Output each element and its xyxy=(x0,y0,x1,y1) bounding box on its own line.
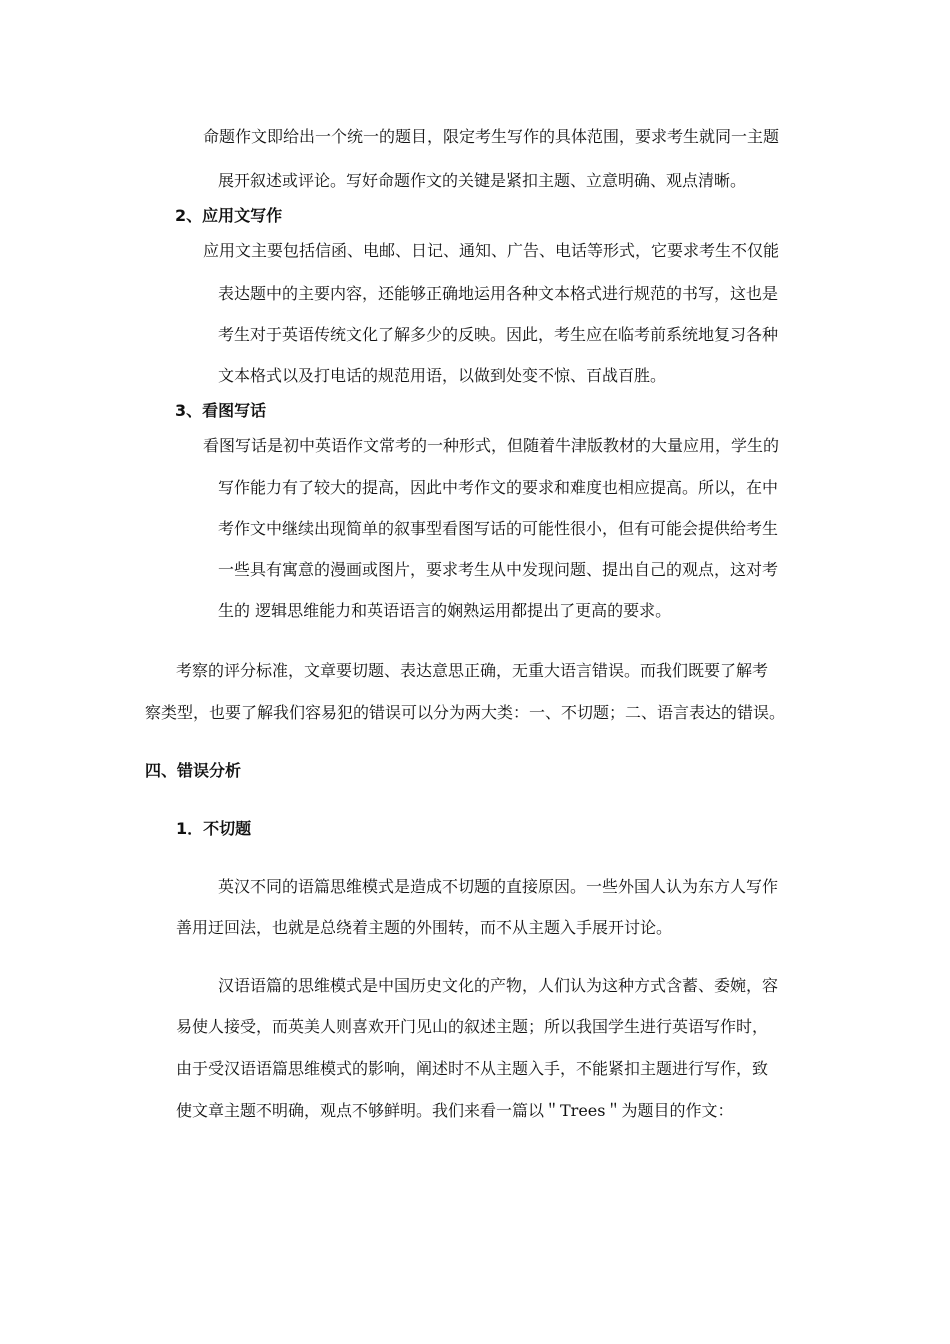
paragraph-line: 察类型，也要了解我们容易犯的错误可以分为两大类：一、不切题；二、语言表达的错误。 xyxy=(145,703,786,722)
section-heading: 3、看图写话 xyxy=(175,401,267,420)
paragraph-line: 文本格式以及打电话的规范用语，以做到处变不惊、百战百胜。 xyxy=(218,366,667,385)
paragraph-line: 考生对于英语传统文化了解多少的反映。因此，考生应在临考前系统地复习各种 xyxy=(218,325,779,344)
paragraph-line: 一些具有寓意的漫画或图片，要求考生从中发现问题、提出自己的观点，这对考 xyxy=(218,560,779,579)
paragraph-line: 生的 逻辑思维能力和英语语言的娴熟运用都提出了更高的要求。 xyxy=(218,601,672,620)
subsection-heading: 1．不切题 xyxy=(176,819,252,838)
paragraph-line: 看图写话是初中英语作文常考的一种形式，但随着牛津版教材的大量应用，学生的 xyxy=(203,436,780,455)
paragraph-line: 由于受汉语语篇思维模式的影响，阐述时不从主题入手，不能紧扣主题进行写作，致 xyxy=(176,1059,769,1078)
paragraph-line: 善用迂回法，也就是总绕着主题的外围转，而不从主题入手展开讨论。 xyxy=(176,918,673,937)
paragraph-line: 考察的评分标准，文章要切题、表达意思正确，无重大语言错误。而我们既要了解考 xyxy=(176,661,769,680)
paragraph-line: 应用文主要包括信函、电邮、日记、通知、广告、电话等形式，它要求考生不仅能 xyxy=(203,241,780,260)
paragraph-line: 写作能力有了较大的提高，因此中考作文的要求和难度也相应提高。所以，在中 xyxy=(218,478,779,497)
paragraph-line: 汉语语篇的思维模式是中国历史文化的产物，人们认为这种方式含蓄、委婉，容 xyxy=(218,976,779,995)
paragraph-line: 展开叙述或评论。写好命题作文的关键是紧扣主题、立意明确、观点清晰。 xyxy=(218,171,747,190)
paragraph-line: 易使人接受，而英美人则喜欢开门见山的叙述主题；所以我国学生进行英语写作时， xyxy=(176,1017,769,1036)
paragraph-line: 表达题中的主要内容，还能够正确地运用各种文本格式进行规范的书写，这也是 xyxy=(218,284,779,303)
paragraph-line: 考作文中继续出现简单的叙事型看图写话的可能性很小，但有可能会提供给考生 xyxy=(218,519,779,538)
section-heading: 2、应用文写作 xyxy=(175,206,283,225)
paragraph-line: 命题作文即给出一个统一的题目，限定考生写作的具体范围，要求考生就同一主题 xyxy=(203,127,780,146)
section-heading: 四、错误分析 xyxy=(145,761,242,780)
paragraph-line: 英汉不同的语篇思维模式是造成不切题的直接原因。一些外国人认为东方人写作 xyxy=(218,877,779,896)
paragraph-line: 使文章主题不明确，观点不够鲜明。我们来看一篇以＂Trees＂为题目的作文： xyxy=(176,1101,734,1120)
